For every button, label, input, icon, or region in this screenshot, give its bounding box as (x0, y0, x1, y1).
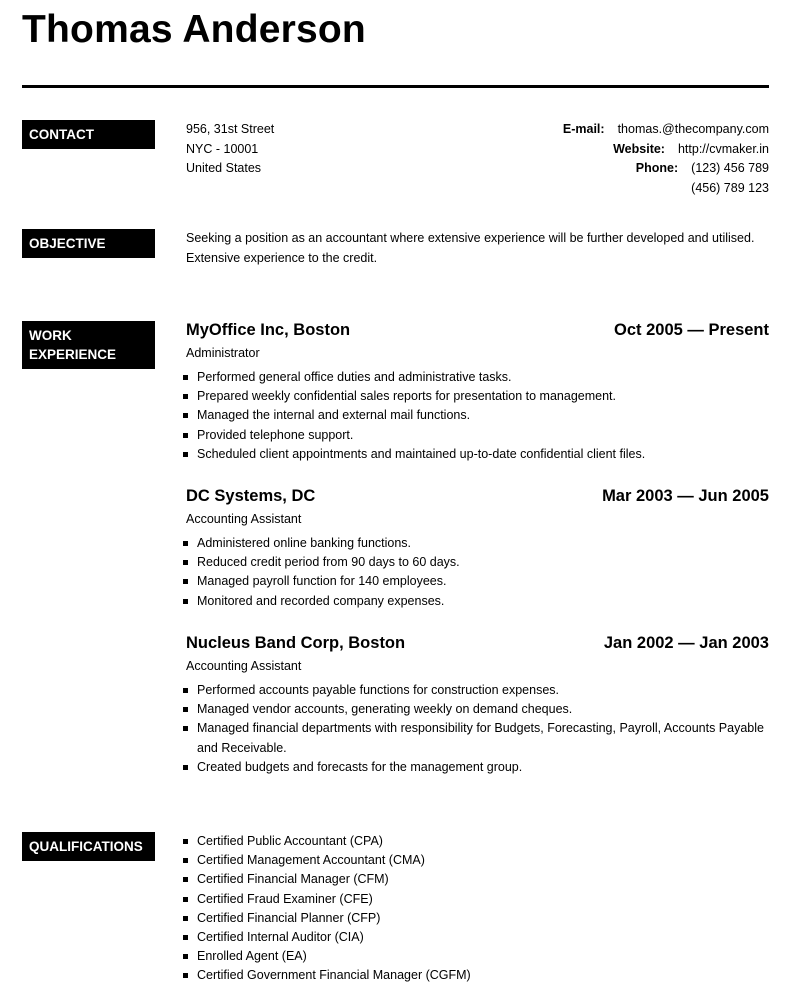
list-item-text: Prepared weekly confidential sales reports for presentation to management. (197, 389, 616, 404)
square-bullet-icon (183, 599, 188, 604)
list-item-text: Managed financial departments with responsibility for Budgets, Forecasting, Payroll, Accounts Payable and Receivable. (197, 721, 764, 755)
list-item (186, 851, 769, 870)
list-item-text: Performed general office duties and administrative tasks. (197, 370, 512, 384)
email-label: E-mail: (562, 122, 605, 136)
square-bullet-icon (183, 916, 188, 921)
square-bullet-icon (183, 394, 188, 399)
job-entry (186, 632, 769, 777)
list-item-text: Managed payroll function for 140 employees. (197, 574, 447, 589)
square-bullet-icon (183, 541, 188, 546)
list-item (186, 928, 769, 947)
job-duties (186, 534, 769, 611)
job-dates: Oct 2005 — Present (614, 321, 769, 339)
resume-name: Thomas Anderson (22, 8, 366, 51)
job-duties (186, 368, 769, 464)
list-item-text: Administered online banking functions. (197, 536, 412, 550)
square-bullet-icon (183, 375, 188, 380)
section-label-line: WORK (29, 328, 72, 343)
list-item (186, 947, 769, 966)
list-item-text: Performed accounts payable functions for construction expenses. (197, 683, 560, 697)
square-bullet-icon (183, 935, 188, 940)
square-bullet-icon (183, 765, 188, 770)
job-role: Administrator (186, 346, 260, 360)
list-item-text: Scheduled client appointments and maintained up-to-date confidential client files. (197, 446, 646, 461)
list-item-text: Created budgets and forecasts for the management group. (197, 759, 523, 774)
list-item (186, 700, 769, 719)
email-row (563, 120, 769, 140)
square-bullet-icon (183, 954, 188, 959)
website-row (563, 140, 769, 160)
list-item (186, 758, 769, 777)
job-role: Accounting Assistant (186, 512, 302, 526)
list-item-text: Certified Fraud Examiner (CFE) (197, 891, 373, 906)
job-header (186, 632, 769, 654)
list-item (186, 719, 769, 757)
square-bullet-icon (183, 858, 188, 863)
list-item (186, 426, 769, 445)
list-item (186, 681, 769, 700)
list-item-text: Certified Management Accountant (CMA) (197, 853, 425, 868)
job-role: Accounting Assistant (186, 659, 302, 673)
section-label-contact: CONTACT (22, 120, 155, 149)
header-divider (22, 85, 769, 88)
list-item (186, 387, 769, 406)
list-item (186, 890, 769, 909)
square-bullet-icon (183, 413, 188, 418)
phone-value-2: (456) 789 123 (691, 180, 769, 195)
list-item (186, 534, 769, 553)
job-entry (186, 485, 769, 611)
contact-info (563, 120, 769, 198)
list-item (186, 445, 769, 464)
list-item (186, 553, 769, 572)
email-value[interactable]: thomas.@thecompany.com (617, 122, 769, 136)
list-item-text: Certified Internal Auditor (CIA) (197, 930, 364, 945)
list-item (186, 870, 769, 889)
job-header (186, 485, 769, 507)
list-item-text: Certified Public Accountant (CPA) (197, 834, 383, 848)
square-bullet-icon (183, 877, 188, 882)
objective-text: Seeking a position as an accountant where extensive experience will be further developed and utilised. Extensive experience to the credit. (186, 231, 755, 265)
list-item-text: Monitored and recorded company expenses. (197, 593, 445, 608)
website-value[interactable]: http://cvmaker.in (677, 141, 769, 156)
list-item-text: Certified Financial Planner (CFP) (197, 910, 381, 925)
phone-value-1: (123) 456 789 (691, 161, 769, 175)
qualifications-items (186, 832, 769, 986)
square-bullet-icon (183, 433, 188, 438)
list-item (186, 966, 769, 985)
website-label: Website: (613, 141, 665, 156)
square-bullet-icon (183, 707, 188, 712)
job-dates: Mar 2003 — Jun 2005 (602, 487, 769, 505)
list-item-text: Enrolled Agent (EA) (197, 949, 307, 964)
square-bullet-icon (183, 688, 188, 693)
list-item (186, 406, 769, 425)
list-item (186, 572, 769, 591)
list-item (186, 832, 769, 851)
square-bullet-icon (183, 973, 188, 978)
section-label-qualifications: QUALIFICATIONS (22, 832, 155, 861)
square-bullet-icon (183, 452, 188, 457)
qualifications-list (186, 832, 769, 986)
section-label-objective: OBJECTIVE (22, 229, 155, 258)
list-item (186, 592, 769, 611)
job-header (186, 319, 769, 341)
list-item-text: Certified Government Financial Manager (CGFM) (197, 968, 471, 983)
list-item-text: Provided telephone support. (197, 427, 354, 442)
contact-address (186, 120, 274, 179)
section-label-line: EXPERIENCE (29, 347, 117, 362)
address-line: NYC - 10001 (186, 141, 259, 156)
list-item-text: Managed the internal and external mail functions. (197, 408, 471, 423)
list-item-text: Certified Financial Manager (CFM) (197, 872, 389, 887)
square-bullet-icon (183, 897, 188, 902)
square-bullet-icon (183, 839, 188, 844)
list-item (186, 909, 769, 928)
job-duties (186, 681, 769, 777)
section-label-work-experience (22, 321, 155, 369)
job-company: DC Systems, DC (186, 487, 316, 505)
list-item (186, 368, 769, 387)
square-bullet-icon (183, 579, 188, 584)
phone-row-2 (563, 179, 769, 199)
job-company: MyOffice Inc, Boston (186, 321, 351, 339)
job-dates: Jan 2002 — Jan 2003 (603, 634, 769, 652)
job-company: Nucleus Band Corp, Boston (186, 634, 406, 652)
job-entry (186, 319, 769, 464)
phone-row (563, 159, 769, 179)
square-bullet-icon (183, 560, 188, 565)
square-bullet-icon (183, 726, 188, 731)
address-line: 956, 31st Street (186, 122, 275, 136)
address-line: United States (186, 161, 262, 175)
list-item-text: Managed vendor accounts, generating weekly on demand cheques. (197, 702, 573, 717)
phone-label: Phone: (635, 161, 679, 175)
list-item-text: Reduced credit period from 90 days to 60 days. (197, 555, 460, 570)
